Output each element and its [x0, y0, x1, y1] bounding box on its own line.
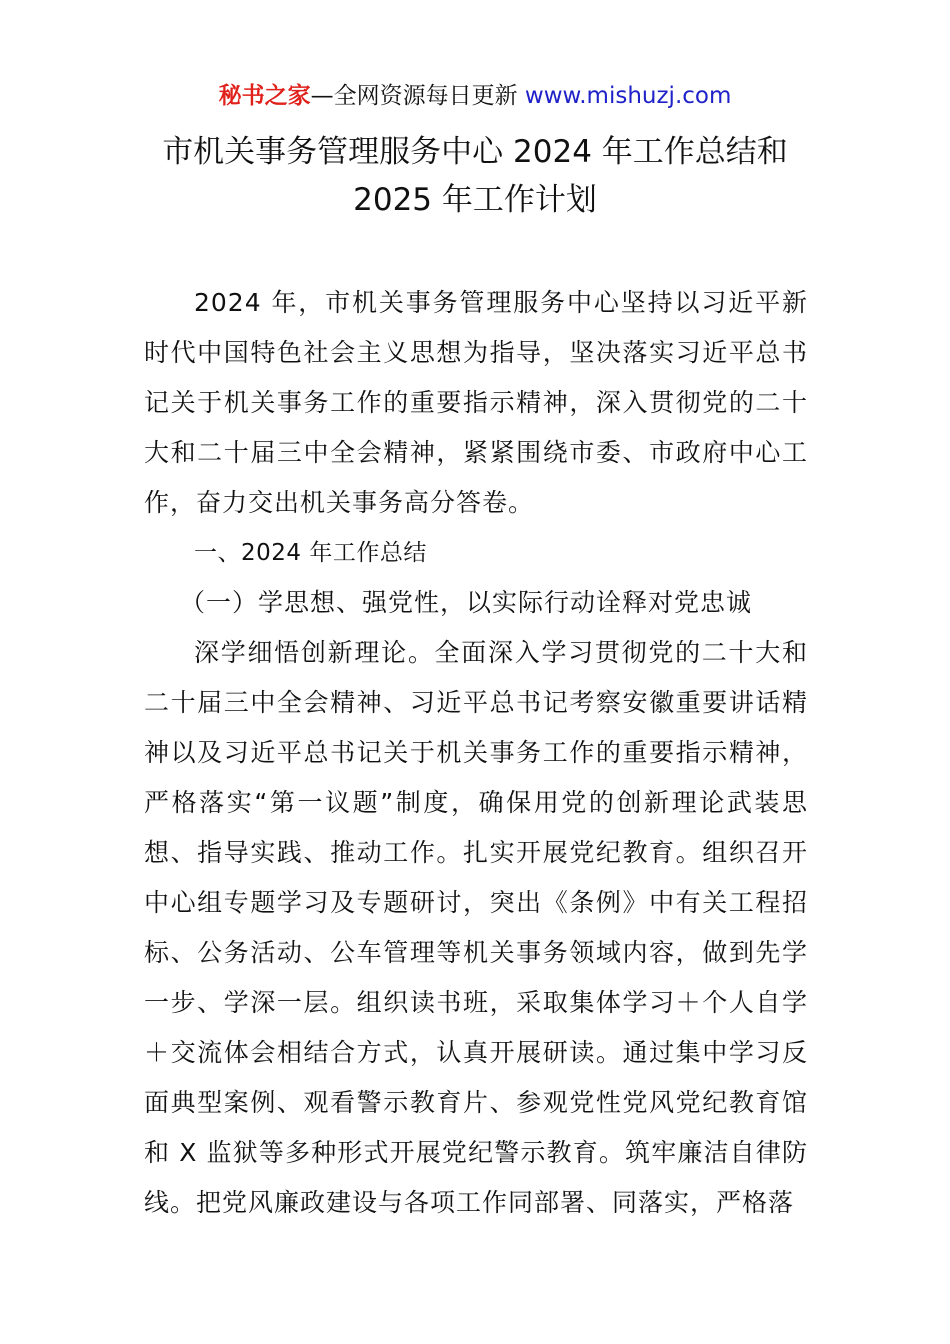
section-heading: 一、2024 年工作总结 — [194, 540, 427, 566]
document-title — [100, 128, 850, 224]
intro-paragraph: 2024 年，市机关事务管理服务中心坚持以习近平新时代中国特色社会主义思想为指导，坚决落实习近平总书记关于机关事务工作的重要指示精神，深入贯彻党的二十大和二十届三中全会精神，紧紧围绕市委、市政府中心工作，奋力交出机关事务高分答卷。 — [144, 288, 808, 517]
site-header — [0, 80, 950, 112]
title-line-2: 2025 年工作计划 — [353, 182, 597, 218]
document-body — [144, 278, 808, 1228]
body-paragraph: 深学细悟创新理论。全面深入学习贯彻党的二十大和二十届三中全会精神、习近平总书记考察安徽重要讲话精神以及习近平总书记关于机关事务工作的重要指示精神，严格落实“第一议题”制度，确保用党的创新理论武装思想、指导实践、推动工作。扎实开展党纪教育。组织召开中心组专题学习及专题研讨，突出《条例》中有关工程招标、公务活动、公车管理等机关事务领域内容，做到先学一步、学深一层。组织读书班，采取集体学习＋个人自学＋交流体会相结合方式，认真开展研读。通过集中学习反面典型案例、观看警示教育片、参观党性党风党纪教育馆和 X 监狱等多种形式开展党纪警示教育。筑牢廉洁自律防线。把党风廉政建设与各项工作同部署、同落实，严格落 — [144, 638, 808, 1217]
header-tagline: —全网资源每日更新 — [310, 83, 525, 109]
brand-name: 秘书之家 — [218, 83, 311, 109]
site-url-link[interactable]: www.mishuzj.com — [524, 83, 732, 109]
subsection-heading: （一）学思想、强党性，以实际行动诠释对党忠诚 — [180, 588, 753, 617]
title-line-1: 市机关事务管理服务中心 2024 年工作总结和 — [162, 134, 788, 170]
